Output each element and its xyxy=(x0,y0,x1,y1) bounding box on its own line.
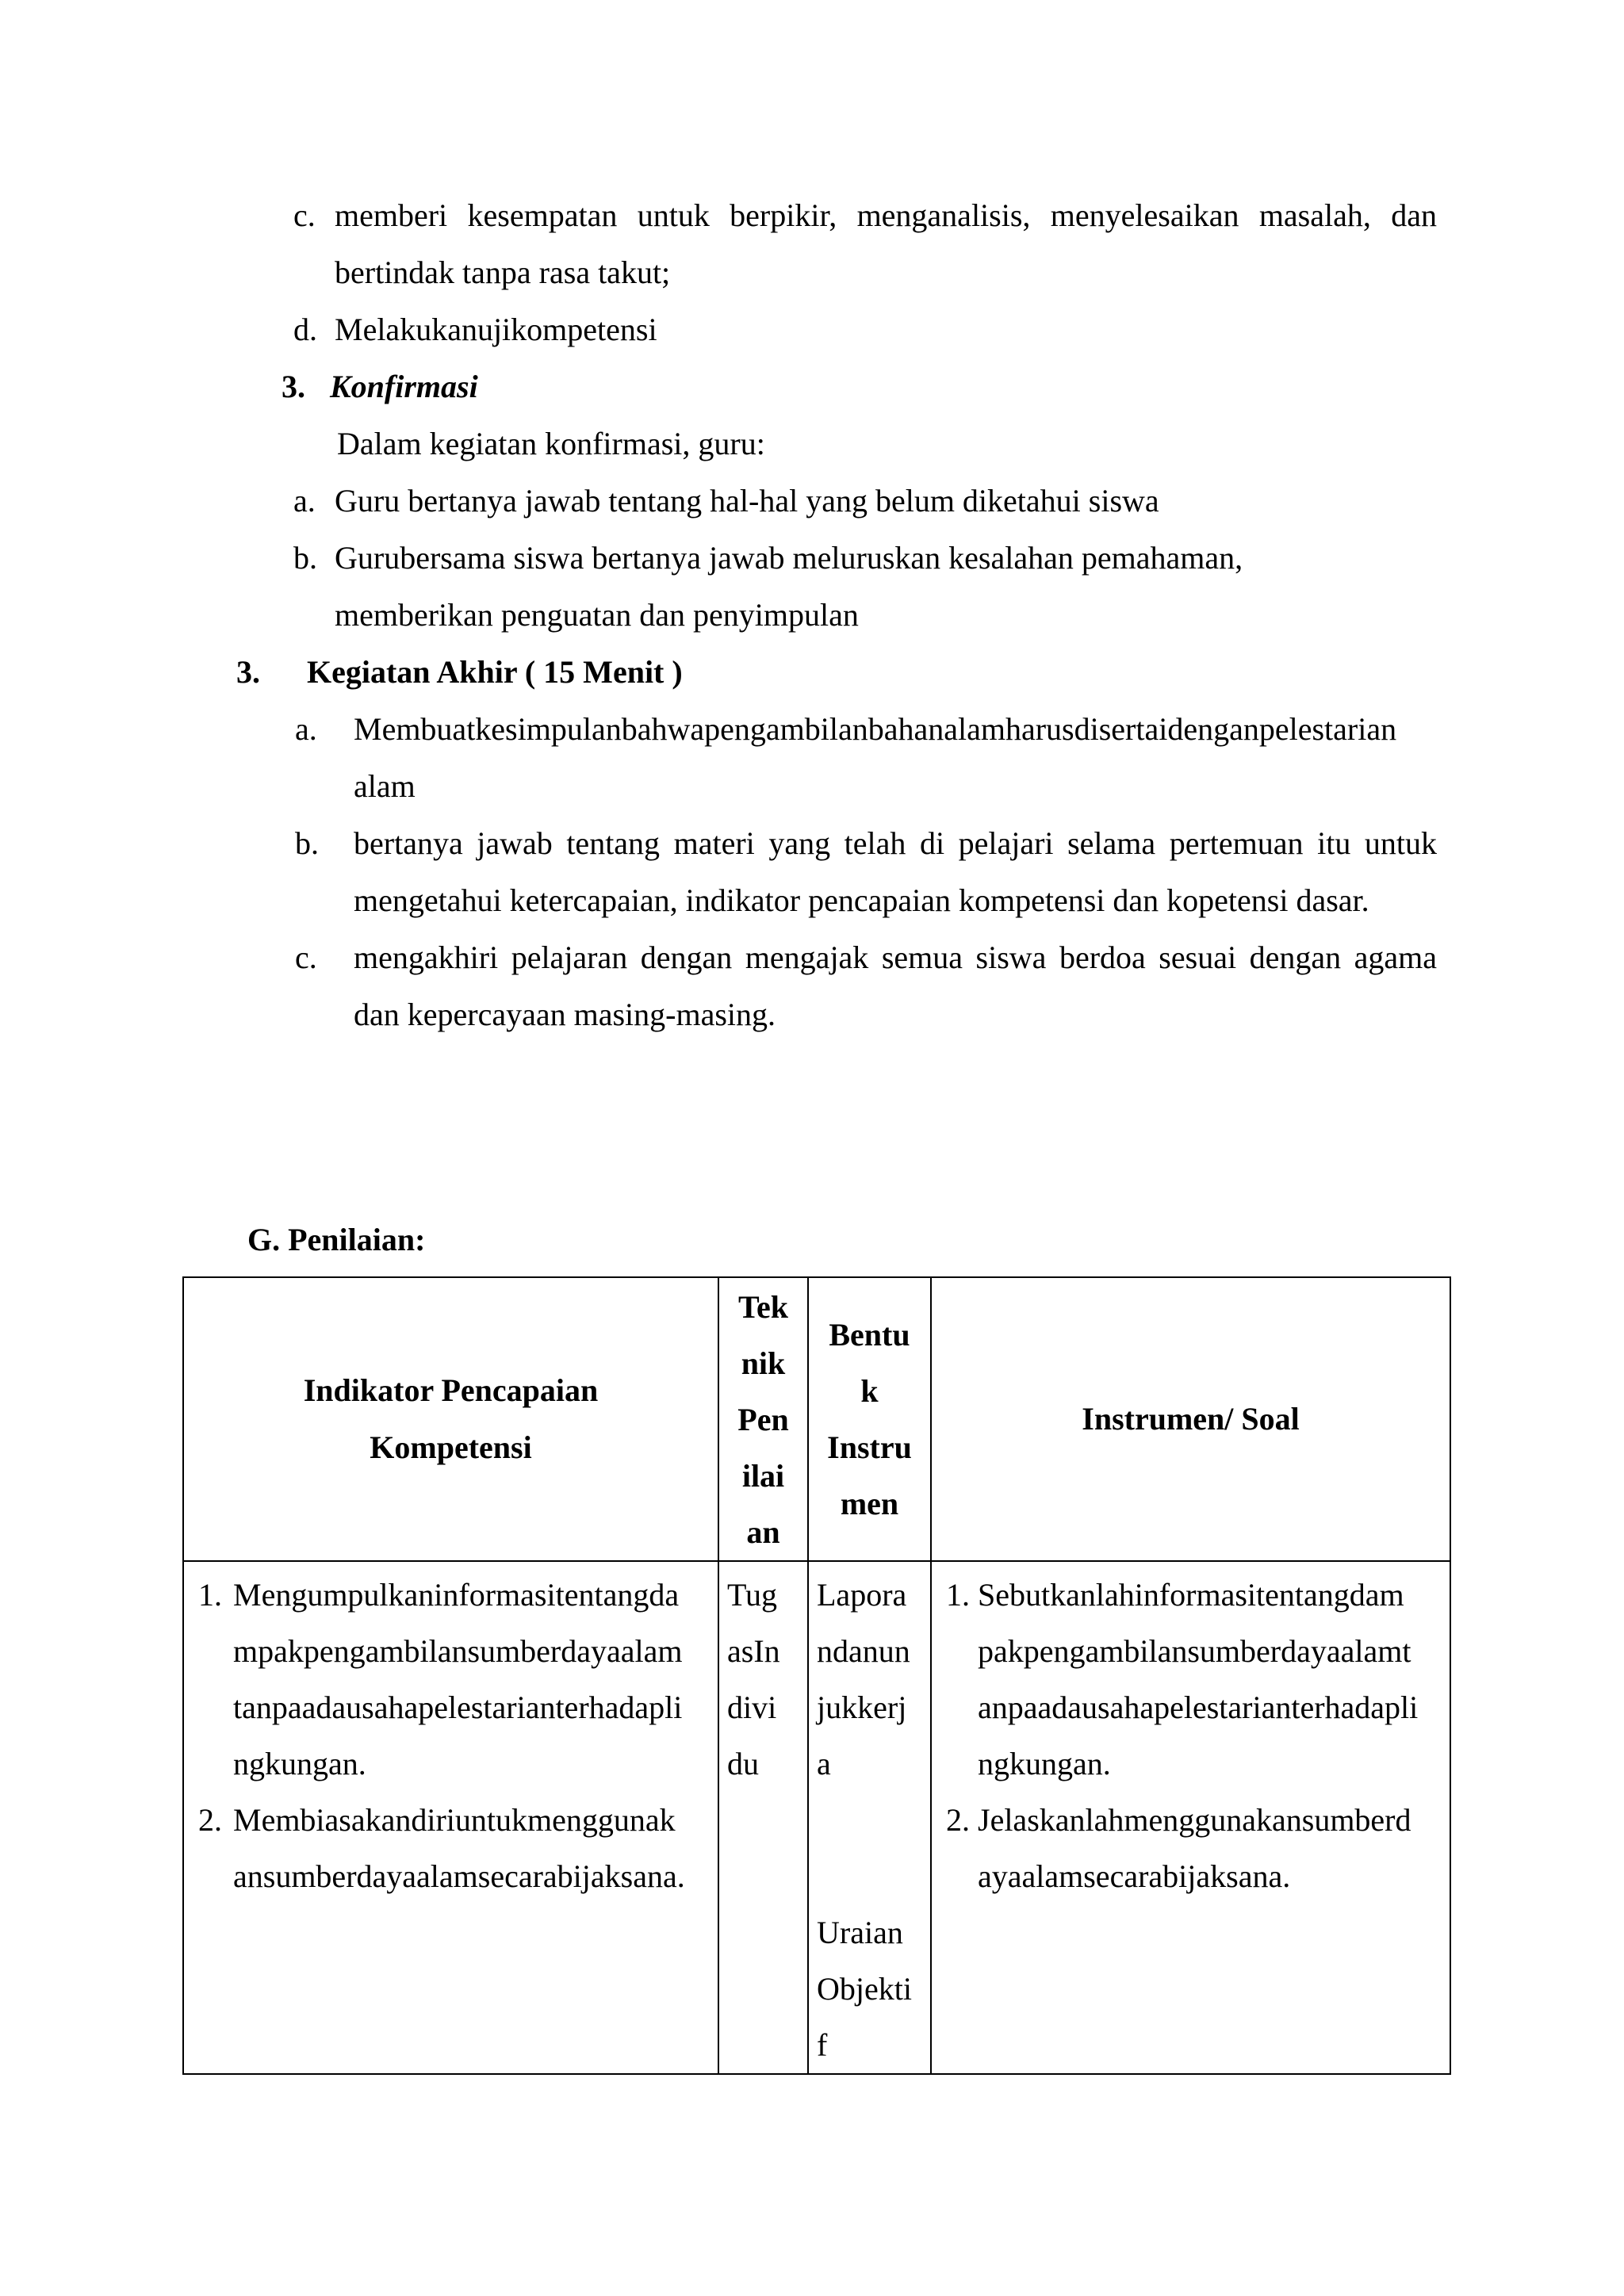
akhir-item-c-line1: mengakhiri pelajaran dengan mengajak semua siswa berdoa sesuai dengan agama xyxy=(354,939,1437,975)
akhir-item-c-line2: dan kepercayaan masing-masing. xyxy=(354,997,776,1032)
konfirmasi-marker-a: a. xyxy=(293,483,316,519)
list-item-c-line1: memberi kesempatan untuk berpikir, menganalisis, menyelesaikan masalah, dan xyxy=(335,197,1437,233)
list-marker-c: c. xyxy=(293,197,316,233)
table-row xyxy=(183,1561,1450,2074)
konfirmasi-item-b-line2: memberikan penguatan dan penyimpulan xyxy=(335,597,859,633)
cell-indikator xyxy=(183,1561,718,2074)
list-marker-d: d. xyxy=(293,312,317,347)
cell-instrumen xyxy=(931,1561,1450,2074)
akhir-marker-c: c. xyxy=(295,939,317,975)
akhir-marker-a: a. xyxy=(295,711,317,747)
table-header-row xyxy=(183,1277,1450,1561)
header-instrumen: Instrumen/ Soal xyxy=(931,1277,1450,1561)
header-indikator: Indikator Pencapaian Kompetensi xyxy=(183,1277,718,1561)
penilaian-table xyxy=(182,1276,1451,2075)
indikator-item-1: 1. Mengumpulkaninformasitentangda mpakpengambilansumberdayaalam tanpaadausahapelestarianterhadapli ngkungan. xyxy=(198,1577,683,1781)
akhir-item-a-line2: alam xyxy=(354,768,416,804)
header-teknik: Tek nik Pen ilai an xyxy=(718,1277,808,1561)
akhir-item-b-line2: mengetahui ketercapaian, indikator pencapaian kompetensi dan kopetensi dasar. xyxy=(354,882,1369,918)
akhir-marker-b: b. xyxy=(295,825,319,861)
penilaian-heading: G. Penilaian: xyxy=(247,1222,426,1257)
header-bentuk: Bentu k Instru men xyxy=(808,1277,931,1561)
akhir-item-a-line1: Membuatkesimpulanbahwapengambilanbahanalamharusdisertaidenganpelestarian xyxy=(354,711,1397,747)
konfirmasi-item-b-line1: Gurubersama siswa bertanya jawab meluruskan kesalahan pemahaman, xyxy=(335,540,1243,576)
list-item-c-line2: bertindak tanpa rasa takut; xyxy=(335,254,671,290)
konfirmasi-title: Konfirmasi xyxy=(330,369,478,404)
konfirmasi-item-a: Guru bertanya jawab tentang hal-hal yang belum diketahui siswa xyxy=(335,483,1159,519)
cell-teknik: Tug asIn divi du xyxy=(718,1561,808,2074)
akhir-item-b-line1: bertanya jawab tentang materi yang telah di pelajari selama pertemuan itu untuk xyxy=(354,825,1437,861)
list-item-d: Melakukanujikompetensi xyxy=(335,312,657,347)
kegiatan-akhir-title: Kegiatan Akhir ( 15 Menit ) xyxy=(307,654,683,690)
instrumen-item-1: 1. Sebutkanlahinformasitentangdam pakpengambilansumberdayaalamt anpaadausahapelestarianterhadapli ngkungan. xyxy=(946,1577,1419,1781)
konfirmasi-number: 3. xyxy=(282,369,305,404)
konfirmasi-intro: Dalam kegiatan konfirmasi, guru: xyxy=(337,426,765,461)
instrumen-item-2: 2. Jelaskanlahmenggunakansumberd ayaalamsecarabijaksana. xyxy=(946,1802,1411,1894)
cell-bentuk: Lapora ndanun jukkerj a Uraian Objekti f xyxy=(808,1561,931,2074)
konfirmasi-marker-b: b. xyxy=(293,540,317,576)
indikator-item-2: 2. Membiasakandiriuntukmenggunak ansumberdayaalamsecarabijaksana. xyxy=(198,1802,685,1894)
kegiatan-akhir-number: 3. xyxy=(236,654,260,690)
